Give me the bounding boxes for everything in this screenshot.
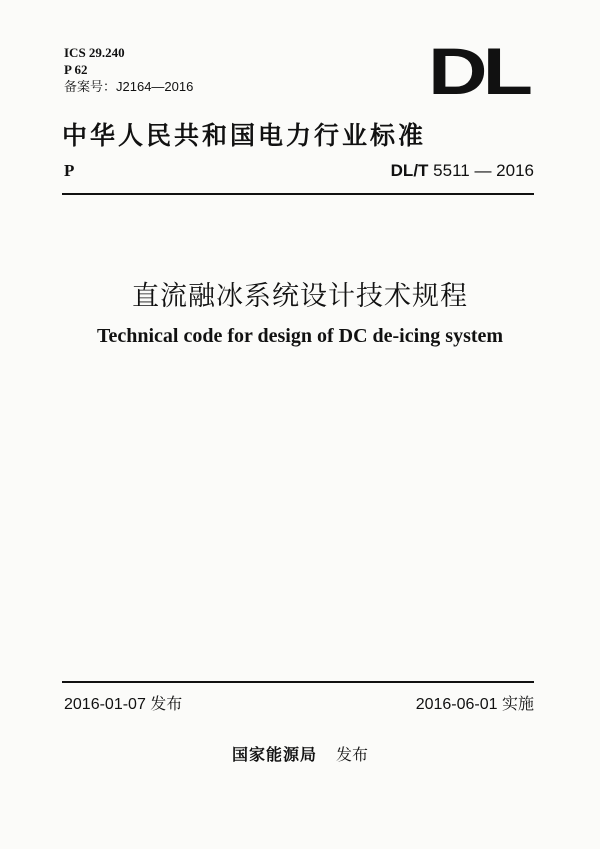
ics-code: ICS 29.240 (64, 45, 125, 60)
class-code: P 62 (64, 62, 88, 77)
implementation-date: 2016-06-01 实施 (415, 696, 534, 713)
top-divider (62, 193, 534, 195)
bottom-divider (62, 681, 534, 683)
standard-prefix: DL/T (390, 161, 429, 180)
classification-letter: P (64, 161, 75, 180)
standard-number-value: 5511 — 2016 (433, 161, 534, 180)
standard-series-title: 中华人民共和国电力行业标准 (62, 121, 427, 150)
record-number: 备案号：J2164—2016 (64, 79, 194, 94)
publisher-line (0, 742, 600, 765)
document-title-cn: 直流融冰系统设计技术规程 (132, 281, 468, 312)
standard-number (391, 161, 534, 181)
issue-date: 2016-01-07 发布 (64, 696, 183, 713)
dl-logo: DL (428, 34, 528, 108)
publisher-name: 国家能源局 (231, 745, 317, 764)
document-title-en: Technical code for design of DC de-icing system (96, 325, 504, 347)
publish-label: 发布 (336, 745, 369, 764)
classification-codes (64, 44, 193, 95)
